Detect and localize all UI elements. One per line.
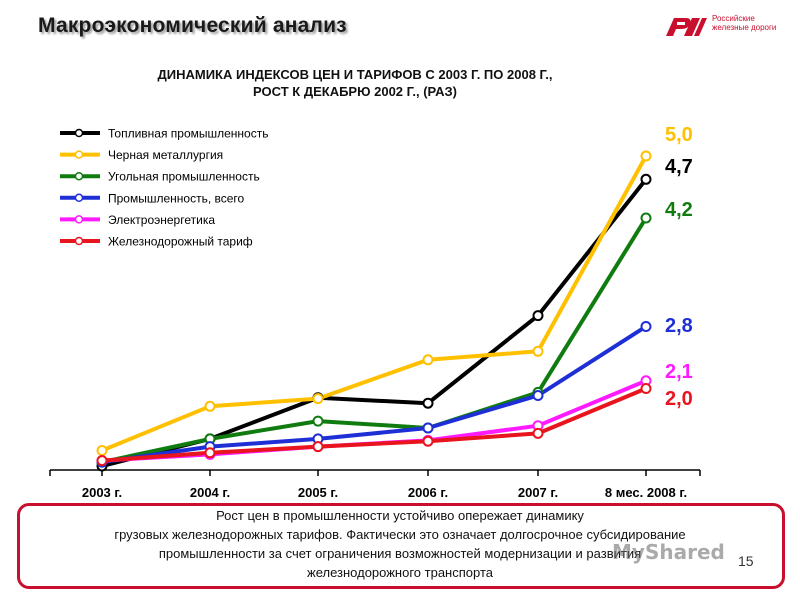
- legend-entry: Промышленность, всего: [108, 191, 245, 206]
- conclusion-line1: Рост цен в промышленности устойчиво опережает динамику: [216, 508, 584, 523]
- data-label: 2,1: [665, 361, 693, 383]
- data-point: [642, 214, 651, 223]
- data-point: [98, 446, 107, 455]
- data-point: [534, 429, 543, 438]
- data-label: 2,0: [665, 388, 693, 410]
- x-tick-label: 2003 г.: [81, 485, 123, 500]
- data-point: [642, 175, 651, 184]
- x-tick-label: 2005 г.: [297, 485, 339, 500]
- legend-entry: Железнодорожный тариф: [108, 234, 253, 249]
- legend-marker: [76, 173, 83, 180]
- data-label: 4,7: [665, 156, 693, 178]
- conclusion-line3: промышленности за счет ограничения возможностей модернизации и развития: [158, 546, 642, 561]
- x-tick-label: 2007 г.: [517, 485, 559, 500]
- series-line: [102, 218, 646, 462]
- data-point: [314, 417, 323, 426]
- x-tick-label: 2004 г.: [189, 485, 231, 500]
- logo-text-line1: Российские: [712, 14, 755, 23]
- logo-text-line2: железные дороги: [712, 23, 777, 32]
- data-point: [424, 355, 433, 364]
- data-point: [642, 384, 651, 393]
- data-point: [642, 152, 651, 161]
- data-point: [314, 442, 323, 451]
- data-label: 5,0: [665, 124, 693, 146]
- page-number: 15: [738, 553, 754, 569]
- legend-entry: Топливная промышленность: [108, 126, 269, 141]
- data-label: 4,2: [665, 199, 693, 221]
- slide-title: Макроэкономический анализ: [38, 14, 347, 37]
- data-point: [424, 424, 433, 433]
- legend-marker: [76, 238, 83, 245]
- legend-entry: Электроэнергетика: [108, 212, 216, 227]
- chart-heading-line1: ДИНАМИКА ИНДЕКСОВ ЦЕН И ТАРИФОВ С 2003 Г. ПО 2008 Г.,: [157, 67, 553, 82]
- conclusion-line4: железнодорожного транспорта: [307, 565, 493, 580]
- chart-heading-line2: РОСТ К ДЕКАБРЮ 2002 Г., (РАЗ): [253, 84, 457, 99]
- data-point: [424, 399, 433, 408]
- x-tick-label: 8 мес. 2008 г.: [604, 485, 688, 500]
- data-point: [98, 456, 107, 465]
- data-point: [534, 347, 543, 356]
- data-label: 2,8: [665, 315, 693, 337]
- legend-marker: [76, 151, 83, 158]
- data-point: [534, 311, 543, 320]
- data-point: [206, 402, 215, 411]
- legend-entry: Черная металлургия: [108, 148, 224, 163]
- legend-marker: [76, 216, 83, 223]
- data-point: [534, 391, 543, 400]
- conclusion-line2: грузовых железнодорожных тарифов. Фактически это означает долгосрочное субсидирование: [114, 527, 686, 542]
- data-point: [642, 322, 651, 331]
- legend-entry: Угольная промышленность: [108, 169, 260, 184]
- data-point: [206, 448, 215, 457]
- legend-marker: [76, 130, 83, 137]
- watermark: MyShared: [612, 540, 725, 564]
- x-tick-label: 2006 г.: [407, 485, 449, 500]
- data-point: [314, 394, 323, 403]
- data-point: [424, 437, 433, 446]
- legend-marker: [76, 194, 83, 201]
